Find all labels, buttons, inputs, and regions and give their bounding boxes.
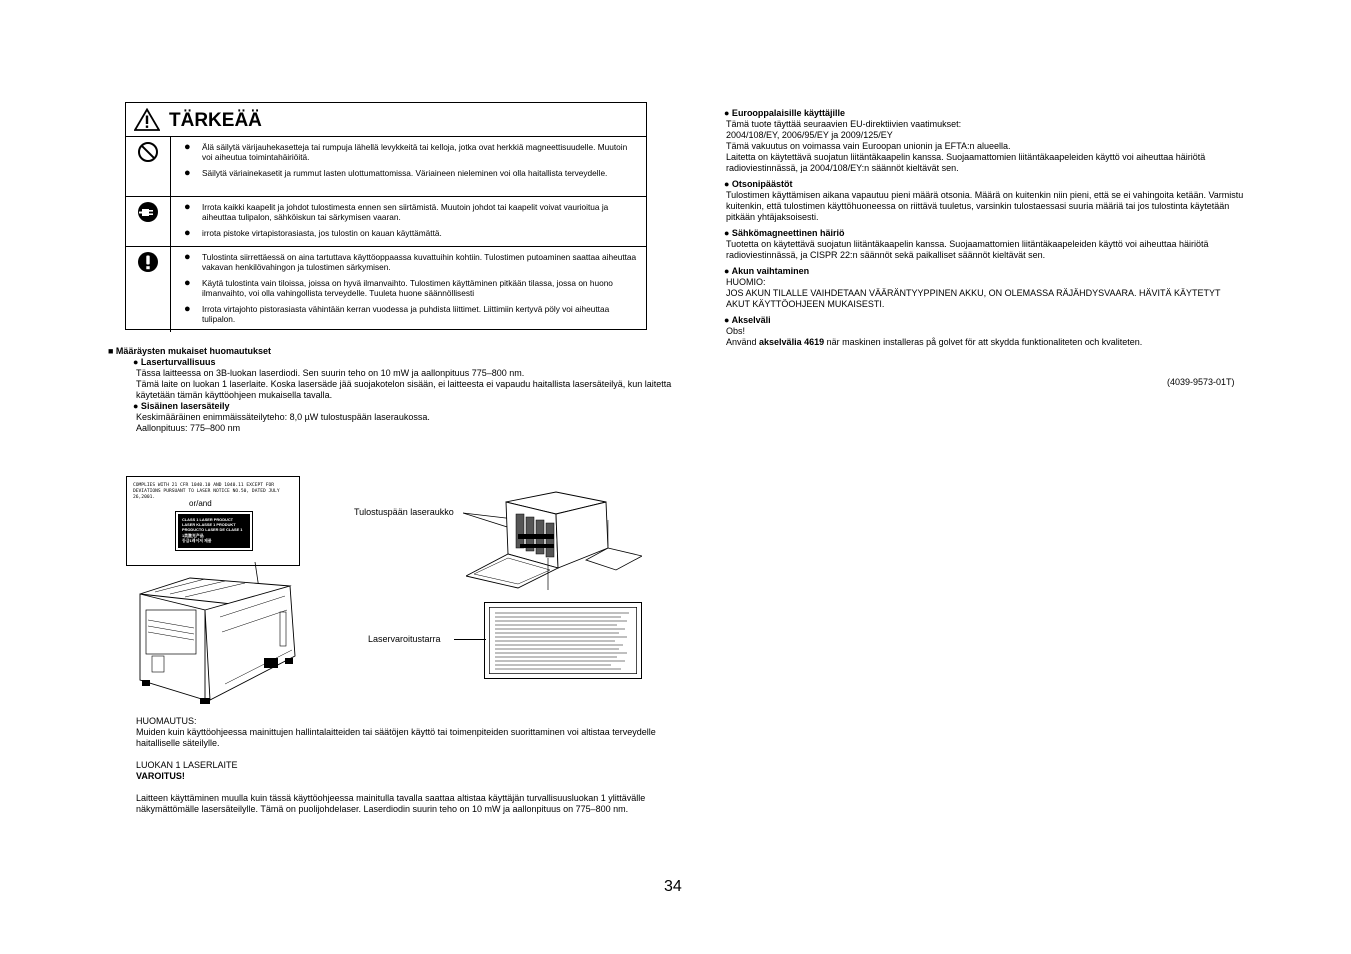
leader-line-warning xyxy=(454,639,486,640)
eu-text: Laitetta on käytettävä suojatun liitäntäkaapelin kanssa. Suojaamattomien liitäntäkaapeleiden käyttö voi aiheuttaa häiriötä radioviestinnässä, ja 2004/108/EY:n säännöt kieltävät sen. xyxy=(726,152,1206,173)
eu-heading: ● Eurooppalaisille käyttäjille xyxy=(724,108,845,118)
axle-heading: ● Akselväli xyxy=(724,315,771,325)
label-warning: Laservaroitustarra xyxy=(368,634,441,644)
important-group-prohibited xyxy=(126,137,646,197)
printer-front-illustration xyxy=(466,490,642,590)
no-symbol-icon xyxy=(137,141,159,163)
compliance-text: DEVIATIONS PURSUANT TO LASER NOTICE NO.50, DATED JULY 26,2001. xyxy=(133,489,280,500)
important-item: ● Irrota virtajohto pistorasiasta vähintään kerran vuodessa ja puhdista liittimet. Liittimiin kertyvä pöly voi aiheuttaa tulipalon. xyxy=(184,303,610,324)
note-text: Muiden kuin käyttöohjeessa mainittujen hallintalaitteiden tai säätöjen käyttö tai toimenpiteiden suorittaminen voi altistaa terveydelle haitalliselle säteilylle. xyxy=(136,727,656,748)
eu-section xyxy=(724,108,1244,174)
axle-obs: Obs! xyxy=(726,326,746,336)
important-group-mandatory xyxy=(126,247,646,332)
important-group-unplug xyxy=(126,197,646,247)
page-number: 34 xyxy=(664,878,682,895)
exclamation-icon xyxy=(137,251,159,273)
ozone-section xyxy=(724,179,1244,223)
laser-warning-label xyxy=(484,602,642,679)
important-item: ● Säilytä väriainekasetit ja rummut lasten ulottumattomissa. Väriaineen nieleminen voi olla haitallista terveydelle. xyxy=(184,167,608,179)
right-column xyxy=(724,108,1244,353)
battery-section xyxy=(724,266,1244,310)
laser-safety-text: Tämä laite on luokan 1 laserlaite. Koska lasersäde jää suojakotelon sisään, ei laitteesta ei vapaudu haitallista lasersäteilyä, kun laitetta käytetään tämän käyttöohjeen mukaisella tavalla. xyxy=(136,379,672,400)
internal-radiation-text: Aallonpituus: 775–800 nm xyxy=(136,423,241,433)
important-header xyxy=(126,103,646,137)
printer-rear-illustration xyxy=(130,572,300,706)
or-and-text: or/and xyxy=(189,499,212,508)
emi-section xyxy=(724,228,1244,261)
class1-heading: LUOKAN 1 LASERLAITE xyxy=(136,760,238,770)
laser-safety-heading: ● Laserturvallisuus xyxy=(133,357,216,367)
important-item: ● Tulostinta siirrettäessä on aina tartuttava käyttöoppaassa kuvattuihin kohtiin. Tulostimen putoaminen saattaa aiheuttaa vakavan henkilövahingon ja tulostimen särkymisen. xyxy=(184,251,637,272)
eu-text: 2004/108/EY, 2006/95/EY ja 2009/125/EY xyxy=(726,130,893,140)
important-item: ● Älä säilytä värijauhekasetteja tai rumpuja lähellä levykkeitä tai kelloja, jotka ovat herkkiä magneettisuudelle. Muutoin voi aiheutua toimintahäiriöitä. xyxy=(184,141,628,162)
emi-text: Tuotetta on käytettävä suojatun liitäntäkaapelin kanssa. Suojaamattomien liitäntäkaapeleiden käyttö voi aiheuttaa häiriötä radioviestinnässä, ja CISPR 22:n säännöt sekä paikalliset säännöt kieltävät sen. xyxy=(726,239,1209,260)
eu-text: Tämä tuote täyttää seuraavien EU-direktiivien vaatimukset: xyxy=(726,119,962,129)
important-item: ● Käytä tulostinta vain tiloissa, joissa on hyvä ilmanvaihto. Tulostimen käyttäminen pitkään tilassa, jossa on huono ilmanvaihto, voi olla vahingollista terveydelle. Tuuleta huone säännöllisesti xyxy=(184,277,613,298)
battery-text: JOS AKUN TILALLE VAIHDETAAN VÄÄRÄNTYYPPINEN AKKU, ON OLEMASSA RÄJÄHDYSVAARA. HÄVITÄ KÄYTETYT AKUT KÄYTTÖOHJEEN MUKAISESTI. xyxy=(726,288,1221,309)
class1-label: CLASS 1 LASER PRODUCT LASER KLASSE 1 PRODUKT PRODUCTO LASER DE CLASE 1 1类激光产品 등급1레이저 제품 xyxy=(175,511,253,551)
unplug-icon xyxy=(137,201,159,223)
warning-heading: VAROITUS! xyxy=(136,771,185,781)
warning-text: Laitteen käyttäminen muulla kuin tässä käyttöohjeessa mainitulla tavalla saattaa altistaa käyttäjän turvallisuusluokan 1 ylittävälle näkymättömälle lasersäteilylle. Tämä on puolijohdelaser. Laserdiodin suurin teho on 10 mW ja aallonpituus on 775–800 nm. xyxy=(136,793,646,814)
compliance-label xyxy=(126,476,300,566)
warning-triangle-icon xyxy=(134,108,160,131)
internal-radiation-text: Keskimääräinen enimmäissäteilyteho: 8,0 µW tulostuspään laseraukossa. xyxy=(136,412,430,422)
important-item: ● Irrota kaikki kaapelit ja johdot tulostimesta ennen sen siirtämistä. Muutoin johdot tai kaapelit voivat vaurioitua ja aiheuttaa tulipalon, sähköiskun tai särkymisen vaaran. xyxy=(184,201,609,222)
notes-section xyxy=(136,716,666,815)
axle-text: Använd akselvälia 4619 när maskinen installeras på golvet för att skydda funktionaliteten och kvaliteten. xyxy=(726,337,1143,347)
important-item: ● irrota pistoke virtapistorasiasta, jos tulostin on kauan käyttämättä. xyxy=(184,227,442,239)
ozone-text: Tulostimen käyttämisen aikana vapautuu pieni määrä otsonia. Määrä on kuitenkin niin pieni, että se ei vahingoita ketään. Varmistu kuitenkin, että tulostimen käyttöhuoneessa on riittävä tuuletus, varsinkin tulostaessasi suuria määriä tai jos tulostinta käytetään pitkään yhtäjaksoisesti. xyxy=(726,190,1244,222)
label-printhead: Tulostuspään laseraukko xyxy=(354,507,454,517)
eu-text: Tämä vakuutus on voimassa vain Euroopan unionin ja EFTA:n alueella. xyxy=(726,141,1011,151)
axle-section xyxy=(724,315,1244,348)
important-title: TÄRKEÄÄ xyxy=(169,110,262,131)
document-number: (4039-9573-01T) xyxy=(1167,377,1235,387)
battery-heading: ● Akun vaihtaminen xyxy=(724,266,810,276)
ozone-heading: ● Otsonipäästöt xyxy=(724,179,793,189)
emi-heading: ● Sähkömagneettinen häiriö xyxy=(724,228,845,238)
internal-radiation-heading: ● Sisäinen lasersäteily xyxy=(133,401,230,411)
laser-safety-text: Tässa laitteessa on 3B-luokan laserdiodi. Sen suurin teho on 10 mW ja aallonpituus 775–800 nm. xyxy=(136,368,525,378)
regulatory-section xyxy=(108,346,678,434)
laser-warning-sticker xyxy=(489,607,637,674)
note-heading: HUOMAUTUS: xyxy=(136,716,197,726)
important-box xyxy=(125,102,647,330)
battery-text: HUOMIO: xyxy=(726,277,766,287)
compliance-text: COMPLIES WITH 21 CFR 1040.10 AND 1040.11 EXCEPT FOR xyxy=(133,483,275,488)
regulatory-heading: ■ Määräysten mukaiset huomautukset xyxy=(108,346,271,356)
